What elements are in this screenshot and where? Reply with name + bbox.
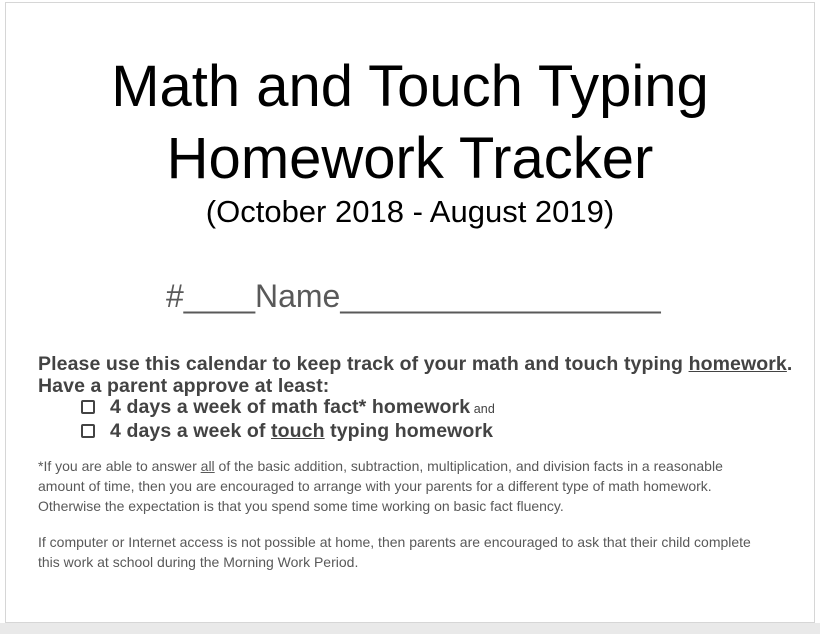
student-number-blank: ____ [183, 278, 255, 314]
bullet-typing-text: 4 days a week of touch typing homework [110, 419, 494, 442]
footnote-line: If computer or Internet access is not possible at home, then parents are encouraged to ask that their child complete [38, 534, 751, 550]
student-number-prefix: # [166, 278, 184, 314]
subtitle-date-range: (October 2018 - August 2019) [205, 194, 615, 229]
title-line-2: Homework Tracker [166, 126, 654, 191]
instructions-line-2: Have a parent approve at least: [38, 374, 330, 397]
instructions-line-1: Please use this calendar to keep track of your math and touch typing homework. [38, 353, 793, 375]
title-line-1: Math and Touch Typing [111, 54, 709, 119]
footnote-line: amount of time, then you are encouraged to arrange with your parents for a different type of math homework. [38, 478, 712, 494]
instructions-block [38, 354, 792, 442]
checkbox-bullet-icon [81, 400, 95, 414]
name-line [166, 276, 661, 316]
bullet-math-homework [38, 397, 792, 421]
footnote-computer-access [38, 532, 751, 572]
name-blank: __________________ [340, 278, 661, 314]
footnote-line: this work at school during the Morning Work Period. [38, 554, 359, 570]
bullet-typing-homework [38, 421, 792, 443]
footnote-line: Otherwise the expectation is that you spend some time working on basic fact fluency. [38, 498, 564, 514]
name-label: Name [254, 278, 341, 314]
checkbox-bullet-icon [81, 424, 95, 438]
footnote-math-facts [38, 456, 723, 516]
bullet-math-text: 4 days a week of math fact* homework and [110, 396, 495, 418]
footnote-line: *If you are able to answer all of the basic addition, subtraction, multiplication, and division facts in a reasonable [38, 458, 723, 474]
page-title [6, 51, 814, 195]
document-page [5, 2, 815, 623]
canvas-margin [0, 623, 820, 634]
